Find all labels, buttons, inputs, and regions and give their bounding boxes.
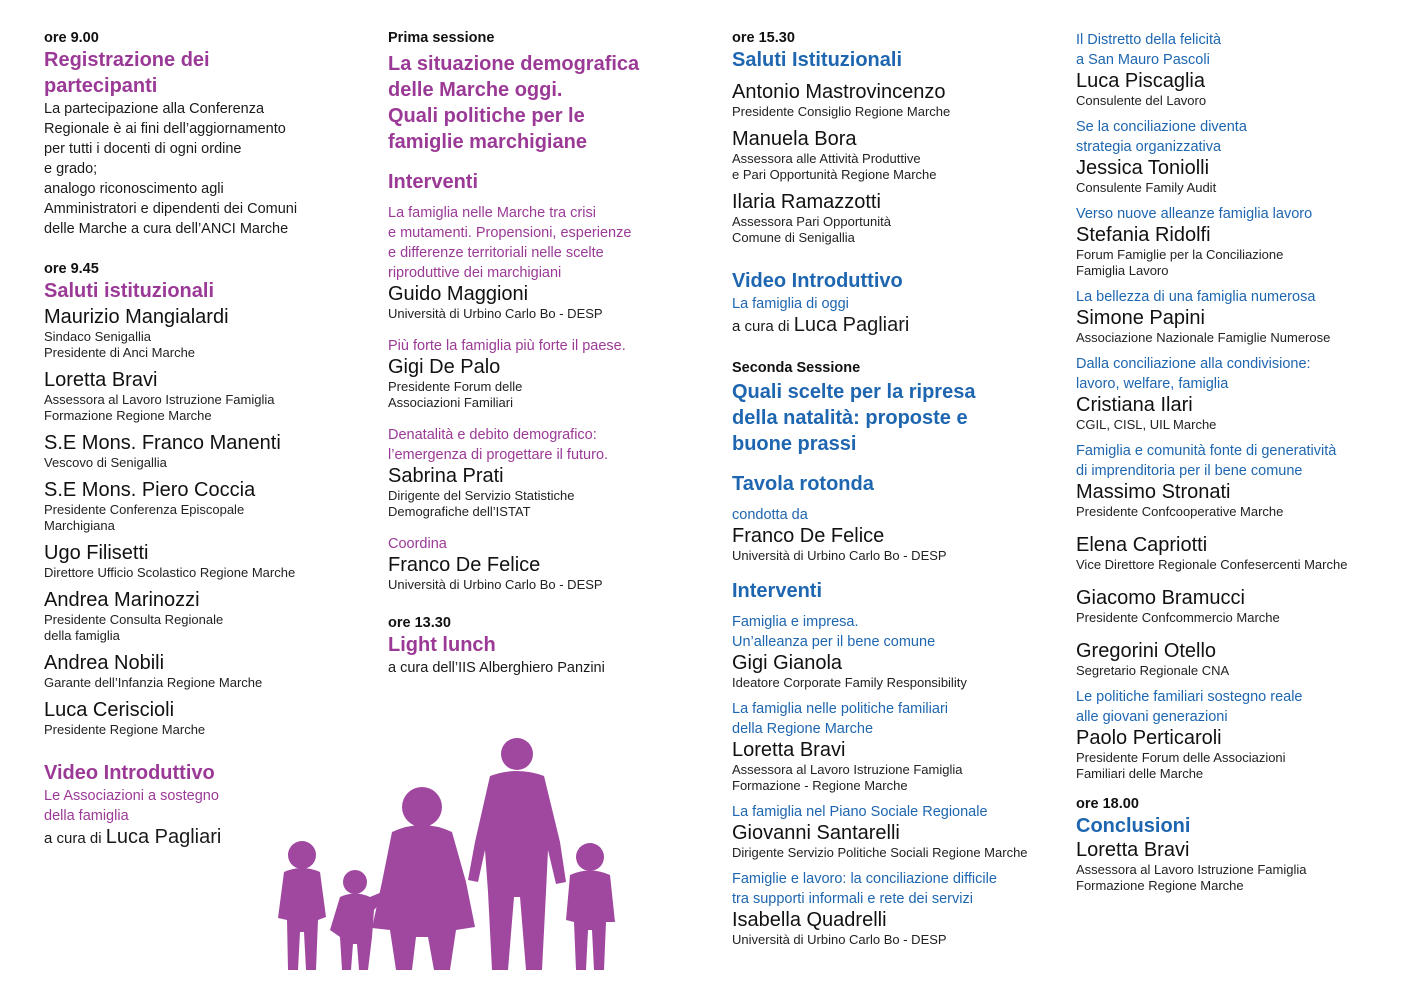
- column-first-session: [388, 30, 688, 678]
- talk: [1076, 117, 1376, 196]
- speaker-name: Jessica Toniolli: [1076, 157, 1210, 179]
- speaker-name: S.E Mons. Piero Coccia: [44, 479, 256, 501]
- talk-topic: La famiglia nel Piano Sociale Regionale: [732, 804, 988, 820]
- speaker-role: Dirigente Servizio Politiche Sociali Regione Marche: [732, 845, 1028, 860]
- speaker-name: Manuela Bora: [732, 128, 857, 150]
- speaker-name: Luca Ceriscioli: [44, 699, 175, 721]
- speaker-role: Presidente Consulta Regionale della famiglia: [44, 612, 224, 643]
- moderator-name: Franco De Felice: [732, 525, 885, 547]
- speaker-role: Garante dell’Infanzia Regione Marche: [44, 675, 263, 690]
- speaker-role: Presidente Consiglio Regione Marche: [732, 104, 951, 119]
- speaker: [44, 479, 344, 534]
- talk: [1076, 354, 1376, 433]
- talk: [1076, 30, 1376, 109]
- speaker-role: Segretario Regionale CNA: [1076, 663, 1230, 678]
- speaker-name: Antonio Mastrovincenzo: [732, 81, 946, 103]
- speaker: [1076, 534, 1376, 573]
- session-title: La situazione demografica delle Marche oggi. Quali politiche per le famiglie marchigiane: [388, 53, 640, 153]
- talk: [1076, 287, 1376, 346]
- column-afternoon-session: [732, 30, 1042, 948]
- talk-topic: La famiglia nelle Marche tra crisi e mutamenti. Propensioni, esperienze e differenze territoriali nelle scelte riproduttive dei marchigiani: [388, 205, 632, 281]
- talk-topic: Famiglia e comunità fonte di generatività di imprenditoria per il bene comune: [1076, 443, 1337, 479]
- section-title-greetings: Saluti istituzionali: [44, 280, 215, 302]
- talk: [732, 802, 1042, 861]
- talk: [388, 203, 688, 322]
- talk: [388, 425, 688, 520]
- time-label: ore 13.30: [388, 615, 451, 631]
- speaker: [44, 652, 344, 691]
- speaker-name: Loretta Bravi: [732, 739, 846, 761]
- speaker-name: S.E Mons. Franco Manenti: [44, 432, 281, 454]
- speaker-name: Isabella Quadrelli: [732, 909, 887, 931]
- talk-topic: La bellezza di una famiglia numerosa: [1076, 289, 1316, 305]
- speaker-name: Massimo Stronati: [1076, 481, 1231, 503]
- section-title-video: Video Introduttivo: [44, 762, 215, 784]
- speaker-role: Direttore Ufficio Scolastico Regione Marche: [44, 565, 296, 580]
- speaker: [732, 81, 1042, 120]
- speaker: [44, 306, 344, 361]
- speaker-role: Ideatore Corporate Family Responsibility: [732, 675, 967, 690]
- talk-topic: Coordina: [388, 536, 447, 552]
- lunch-text: a cura dell’IIS Alberghiero Panzini: [388, 660, 605, 676]
- speaker-name: Gigi Gianola: [732, 652, 843, 674]
- column-morning-opening: [44, 30, 344, 850]
- talk: [1076, 204, 1376, 279]
- speaker-role: Presidente Forum delle Associazioni Familiari: [388, 379, 523, 410]
- talk-topic: Famiglie e lavoro: la conciliazione difficile tra supporti informali e rete dei servizi: [732, 871, 997, 907]
- speaker-name: Elena Capriotti: [1076, 534, 1208, 556]
- speaker-role: Università di Urbino Carlo Bo - DESP: [388, 306, 603, 321]
- talk: [388, 336, 688, 411]
- speaker-role: Dirigente del Servizio Statistiche Demografiche dell’ISTAT: [388, 488, 575, 519]
- time-label: ore 9.00: [44, 30, 99, 46]
- section-title-lunch: Light lunch: [388, 634, 496, 656]
- speaker-name: Andrea Marinozzi: [44, 589, 200, 611]
- speaker-name: Giacomo Bramucci: [1076, 587, 1245, 609]
- speaker: [44, 589, 344, 644]
- curated-by: [732, 314, 1042, 338]
- speaker-name: Maurizio Mangialardi: [44, 306, 229, 328]
- speaker-role: Presidente Confcooperative Marche: [1076, 504, 1284, 519]
- talk: [1076, 441, 1376, 520]
- talk: [732, 699, 1042, 794]
- speaker-role: Assessora alle Attività Produttive e Pari Opportunità Regione Marche: [732, 151, 937, 182]
- speaker-role: Presidente Conferenza Episcopale Marchigiana: [44, 502, 245, 533]
- curated-name: Luca Pagliari: [105, 826, 222, 848]
- speaker-role: CGIL, CISL, UIL Marche: [1076, 417, 1217, 432]
- curated-name: Luca Pagliari: [793, 314, 910, 336]
- section-title-interventions: Interventi: [388, 171, 479, 193]
- speaker-name: Paolo Perticaroli: [1076, 727, 1222, 749]
- speaker-name: Gregorini Otello: [1076, 640, 1217, 662]
- talk-topic: Famiglia e impresa. Un’alleanza per il bene comune: [732, 614, 936, 650]
- section-title-registration: Registrazione dei partecipanti: [44, 49, 210, 97]
- speaker-role: Sindaco Senigallia Presidente di Anci Marche: [44, 329, 196, 360]
- talk-topic: Verso nuove alleanze famiglia lavoro: [1076, 206, 1313, 222]
- speaker-role: Assessora Pari Opportunità Comune di Senigallia: [732, 214, 891, 245]
- speaker: [1076, 640, 1376, 679]
- speaker-name: Gigi De Palo: [388, 356, 501, 378]
- speaker-name: Sabrina Prati: [388, 465, 504, 487]
- speaker-name: Simone Papini: [1076, 307, 1205, 329]
- time-label: ore 9.45: [44, 261, 99, 277]
- talk: [732, 869, 1042, 948]
- speaker-role: Vescovo di Senigallia: [44, 455, 167, 470]
- speaker: [732, 191, 1042, 246]
- section-title-interventions: Interventi: [732, 580, 823, 602]
- video-subtitle: La famiglia di oggi: [732, 296, 849, 312]
- talk: [732, 612, 1042, 691]
- speaker-name: Luca Piscaglia: [1076, 70, 1205, 92]
- section-title-round-table: Tavola rotonda: [732, 473, 874, 495]
- session-title: Quali scelte per la ripresa della natalità: proposte e buone prassi: [732, 381, 976, 455]
- speaker-name: Stefania Ridolfi: [1076, 224, 1211, 246]
- speaker-role: Assessora al Lavoro Istruzione Famiglia Formazione - Regione Marche: [732, 762, 963, 793]
- speaker: [44, 432, 344, 471]
- speaker-name: Giovanni Santarelli: [732, 822, 900, 844]
- column-round-table-continued: [1076, 30, 1376, 894]
- talk-topic: Più forte la famiglia più forte il paese.: [388, 338, 626, 354]
- speaker-role: Consulente Family Audit: [1076, 180, 1217, 195]
- talk-topic: Se la conciliazione diventa strategia organizzativa: [1076, 119, 1247, 155]
- section-title-video: Video Introduttivo: [732, 270, 903, 292]
- section-title-greetings: Saluti Istituzionali: [732, 49, 903, 71]
- speaker: [732, 128, 1042, 183]
- moderated-by-label: condotta da: [732, 507, 808, 523]
- speaker: [44, 369, 344, 424]
- video-subtitle: Le Associazioni a sostegno della famiglia: [44, 788, 219, 824]
- speaker-role: Assessora al Lavoro Istruzione Famiglia Formazione Regione Marche: [44, 392, 275, 423]
- talk: [388, 534, 688, 593]
- speaker-name: Ugo Filisetti: [44, 542, 149, 564]
- speaker: [1076, 587, 1376, 626]
- session-label: Seconda Sessione: [732, 360, 861, 376]
- speaker-role: Forum Famiglie per la Conciliazione Famiglia Lavoro: [1076, 247, 1284, 278]
- speaker-role: Università di Urbino Carlo Bo - DESP: [732, 932, 947, 947]
- speaker-name: Loretta Bravi: [44, 369, 158, 391]
- speaker-role: Presidente Regione Marche: [44, 722, 206, 737]
- speaker-role: Assessora al Lavoro Istruzione Famiglia Formazione Regione Marche: [1076, 862, 1307, 893]
- speaker-role: Associazione Nazionale Famiglie Numerose: [1076, 330, 1331, 345]
- session-label: Prima sessione: [388, 30, 495, 46]
- moderator-role: Università di Urbino Carlo Bo - DESP: [732, 548, 947, 563]
- speaker-role: Presidente Forum delle Associazioni Familiari delle Marche: [1076, 750, 1286, 781]
- speaker: [44, 542, 344, 581]
- speaker-name: Cristiana Ilari: [1076, 394, 1193, 416]
- speaker-role: Università di Urbino Carlo Bo - DESP: [388, 577, 603, 592]
- talk-topic: La famiglia nelle politiche familiari della Regione Marche: [732, 701, 948, 737]
- speaker-name: Andrea Nobili: [44, 652, 165, 674]
- talk: [1076, 687, 1376, 782]
- speaker-name: Franco De Felice: [388, 554, 541, 576]
- time-label: ore 18.00: [1076, 796, 1139, 812]
- section-title-conclusions: Conclusioni: [1076, 815, 1191, 837]
- talk-topic: Il Distretto della felicità a San Mauro Pascoli: [1076, 32, 1222, 68]
- speaker-role: Vice Direttore Regionale Confesercenti Marche: [1076, 557, 1348, 572]
- talk-topic: Dalla conciliazione alla condivisione: lavoro, welfare, famiglia: [1076, 356, 1311, 392]
- speaker-role: Consulente del Lavoro: [1076, 93, 1207, 108]
- curated-prefix: a cura di: [44, 830, 102, 847]
- family-silhouette-icon: [270, 732, 615, 977]
- registration-text: La partecipazione alla Conferenza Regionale è ai fini dell’aggiornamento per tutti i docenti di ogni ordine e grado; analogo riconoscimento agli Amministratori e dipendenti dei Comuni delle Marche a cura dell’ANCI Marche: [44, 101, 298, 237]
- speaker-role: Presidente Confcommercio Marche: [1076, 610, 1280, 625]
- time-label: ore 15.30: [732, 30, 795, 46]
- talk-topic: Le politiche familiari sostegno reale alle giovani generazioni: [1076, 689, 1303, 725]
- speaker-name: Ilaria Ramazzotti: [732, 191, 881, 213]
- curated-prefix: a cura di: [732, 318, 790, 335]
- speaker-name: Guido Maggioni: [388, 283, 529, 305]
- talk-topic: Denatalità e debito demografico: l’emergenza di progettare il futuro.: [388, 427, 609, 463]
- speaker-name: Loretta Bravi: [1076, 839, 1190, 861]
